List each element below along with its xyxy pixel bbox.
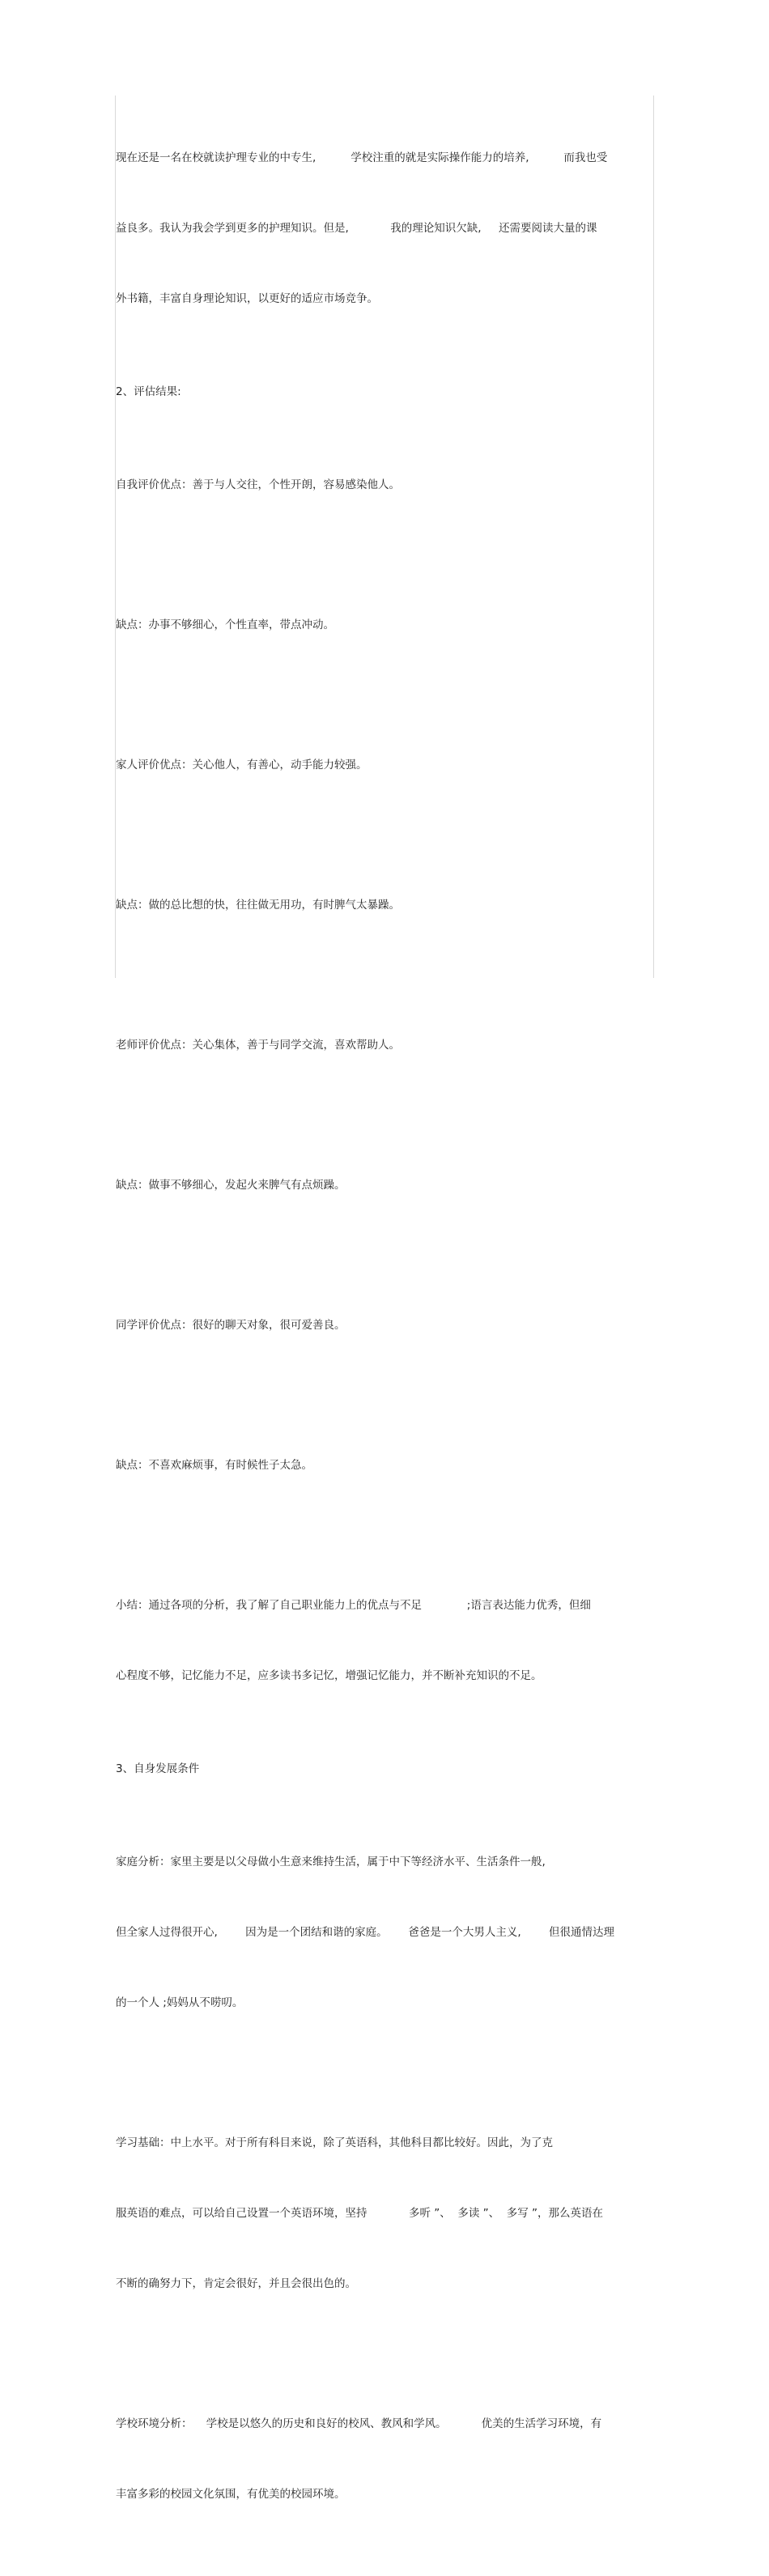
text-line: 自我评价优点：善于与人交往，个性开朗，容易感染他人。 [116,478,400,491]
text-line: 家人评价优点：关心他人，有善心，动手能力较强。 [116,759,368,772]
text-line: 缺点：做的总比想的快，往往做无用功，有时脾气太暴躁。 [116,899,400,912]
section-heading-evaluation: 2、评估结果: [116,385,181,398]
text-line: 益良多。我认为我会学到更多的护理知识。但是, 我的理论知识欠缺, 还需要阅读大量的课 [116,222,597,235]
teacher-evaluation-merits [116,987,650,1104]
family-evaluation-merits [116,707,650,824]
document-body [116,100,650,2576]
text-line: 小结：通过各项的分析，我了解了自己职业能力上的优点与不足 ;语言表达能力优秀，但细 [116,1599,591,1612]
text-line: 缺点：办事不够细心，个性直率，带点冲动。 [116,618,334,631]
text-line: 学校环境分析： 学校是以悠久的历史和良好的校风、教风和学风。 优美的生活学习环境，有 [116,2417,602,2430]
study-basis-paragraph [116,2085,650,2343]
text-line: 心程度不够，记忆能力不足，应多读书多记忆，增强记忆能力，并不断补充知识的不足。 [116,1669,542,1682]
text-line: 现在还是一名在校就读护理专业的中专生, 学校注重的就是实际操作能力的培养, 而我也受 [116,151,608,164]
text-line: 但全家人过得很开心, 因为是一个团结和谐的家庭。 爸爸是一个大男人主义, 但很通情达理 [116,1926,614,1939]
text-line: 家庭分析：家里主要是以父母做小生意来维持生活，属于中下等经济水平、生活条件一般, [116,1855,546,1868]
text-line: 老师评价优点：关心集体，善于与同学交流，喜欢帮助人。 [116,1039,400,1052]
text-line: 缺点：不喜欢麻烦事，有时候性子太急。 [116,1459,312,1472]
summary-paragraph [116,1547,650,1735]
classmate-evaluation-merits [116,1267,650,1384]
self-evaluation-merits [116,427,650,544]
text-line: 的一个人 ;妈妈从不唠叨。 [116,1996,244,2009]
school-environment-paragraph [116,2366,650,2553]
intro-paragraph [116,100,650,358]
teacher-evaluation-flaws [116,1127,650,1244]
text-line: 缺点：做事不够细心，发起火来脾气有点烦躁。 [116,1179,346,1192]
text-line: 同学评价优点：很好的聊天对象，很可爱善良。 [116,1319,346,1332]
classmate-evaluation-flaws [116,1407,650,1524]
text-line: 不断的确努力下，肯定会很好，并且会很出色的。 [116,2277,356,2290]
text-line: 服英语的难点，可以给自己设置一个英语环境，坚持 多听 ”、 多读 ”、 多写 ”，那么英语在 [116,2207,604,2220]
text-line: 丰富多彩的校园文化氛围，有优美的校园环境。 [116,2488,346,2501]
family-evaluation-flaws [116,847,650,964]
family-analysis-paragraph [116,1804,650,2062]
section-heading-development: 3、自身发展条件 [116,1762,200,1775]
text-line: 外书籍，丰富自身理论知识，以更好的适应市场竞争。 [116,292,378,305]
text-line: 学习基础：中上水平。对于所有科目来说，除了英语科，其他科目都比较好。因此，为了克 [116,2136,553,2149]
self-evaluation-flaws [116,567,650,684]
